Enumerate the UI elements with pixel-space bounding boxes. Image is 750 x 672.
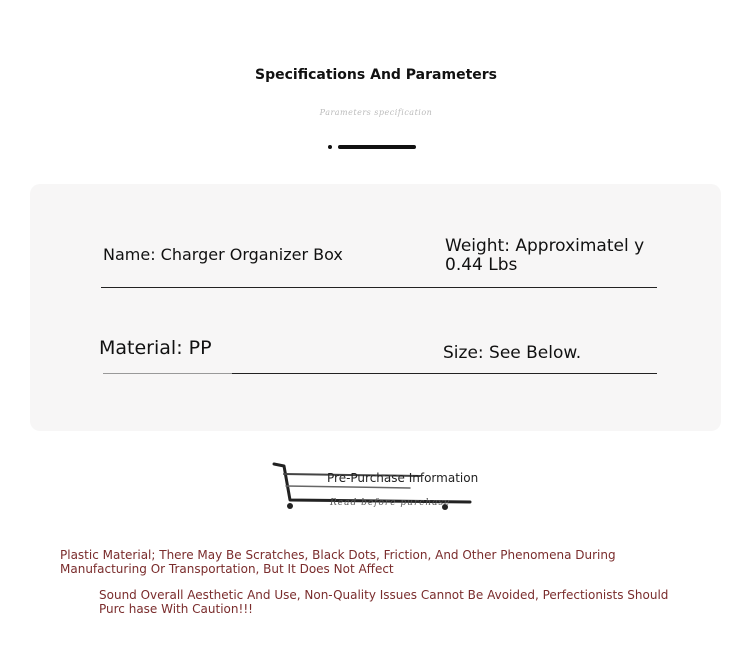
- specs-subtitle: Parameters specification: [319, 108, 433, 117]
- notice-subtitle: Read before purchase: [330, 498, 451, 508]
- spec-divider-2-faded: [103, 373, 232, 374]
- notice-paragraph-1: Plastic Material; There May Be Scratches, Black Dots, Friction, And Other Phenomena During Manufacturing Or Transportation, But It Does Not Affect: [60, 548, 616, 576]
- spec-weight: Weight: Approximatel y 0.44 Lbs: [445, 236, 645, 275]
- notice-title: Pre-Purchase Information: [327, 471, 479, 485]
- spec-divider-1: [101, 287, 657, 288]
- spec-material: Material: PP: [99, 337, 212, 359]
- spec-divider-2: [232, 373, 657, 374]
- spec-card: [30, 184, 721, 431]
- specs-title: Specifications And Parameters: [255, 67, 497, 83]
- notice-header: [270, 460, 480, 515]
- specs-header: [240, 38, 512, 120]
- spec-name: Name: Charger Organizer Box: [103, 245, 343, 264]
- spec-size: Size: See Below.: [443, 343, 582, 363]
- title-underline-bar: [338, 145, 416, 149]
- notice-paragraph-2: Sound Overall Aesthetic And Use, Non-Quality Issues Cannot Be Avoided, Perfectionists Should Purc hase With Caution!!!: [99, 588, 669, 616]
- title-dot: [328, 145, 332, 149]
